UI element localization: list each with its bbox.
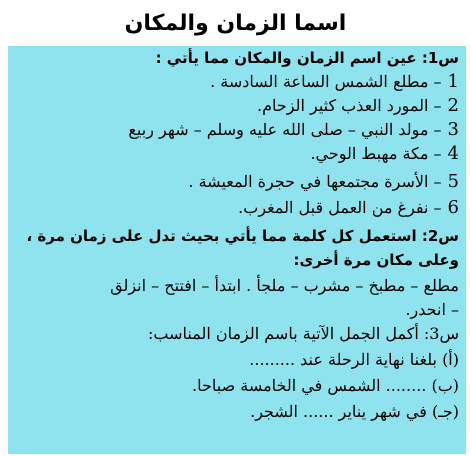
q2-label: س2: (421, 227, 459, 245)
q2-heading (7, 224, 459, 248)
q1-label: س1: (421, 49, 459, 67)
q1-item-6 (7, 196, 459, 220)
q1-item-1 (7, 70, 459, 94)
q1-item-3 (7, 118, 459, 142)
q1-item-4 (7, 142, 459, 166)
page-title: اسما الزمان والمكان (124, 11, 347, 36)
q2-words-line2: – انحدر. (405, 300, 459, 319)
q1-heading (7, 46, 459, 70)
q3-label: س3: (423, 324, 459, 343)
q1-item-text: – مولد النبي – صلى الله عليه وسلم – شهر ربيع (128, 120, 442, 139)
q3-item-a: (أ) بلغنا نهاية الرحلة عند ......... (249, 350, 459, 369)
q3-instruction: أكمل الجمل الآتية باسم الزمان المناسب: (147, 324, 419, 343)
q1-item-number: 3 (447, 119, 459, 140)
q1-item-text: – نفرغ من العمل قبل المغرب. (238, 198, 442, 217)
q1-instruction: عين اسم الزمان والمكان مما يأتي : (155, 49, 417, 67)
q1-item-text: – مطلع الشمس الساعة السادسة . (210, 72, 442, 91)
q1-item-number: 5 (447, 171, 459, 192)
q2-instruction-line1: استعمل كل كلمة مما يأتي بحيث تدل على زمان مرة ، (26, 227, 417, 245)
q1-item-number: 1 (447, 71, 459, 92)
q2-words-line1: مطلع – مطبخ – مشرب – ملجأ . ابتدأ – افتتح – انزلق (110, 276, 459, 295)
q1-item-2 (7, 94, 459, 118)
q1-item-number: 2 (447, 95, 459, 116)
q1-item-text: – مكة مهبط الوحي. (310, 144, 442, 163)
q2-instruction-line2: وعلى مكان مرة أخرى: (293, 251, 459, 269)
q1-item-number: 4 (447, 143, 459, 164)
q3-heading (7, 322, 459, 346)
q3-item-c: (جـ) في شهر يناير ...... الشجر. (250, 402, 459, 421)
q1-item-text: – الأسرة مجتمعها في حجرة المعيشة . (188, 172, 442, 191)
q1-item-5 (7, 170, 459, 194)
q1-item-text: – المورد العذب كثير الزحام. (257, 96, 442, 115)
q3-item-b: (ب) ........ الشمس في الخامسة صباحا. (192, 376, 459, 395)
q1-item-number: 6 (447, 197, 459, 218)
